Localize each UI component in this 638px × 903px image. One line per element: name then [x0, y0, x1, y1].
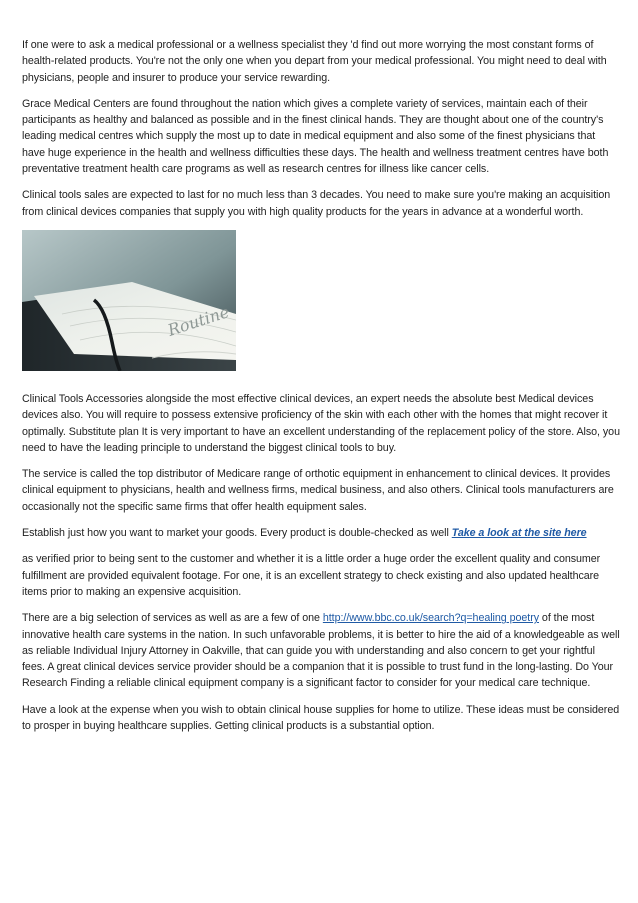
paragraph-5: The service is called the top distributor of Medicare range of orthotic equipment in enhancement to clinical devices. It provides clinical equipment to physicians, health and wellness firms, medical business, and also others. Clinical tools manufacturers are occasionally not the specific same firms that offer health equipment sales. [22, 468, 614, 513]
paragraph-3: Clinical tools sales are expected to last for no much less than 3 decades. You need to make sure you're making an acquisition from clinical devices companies that supply you with high quality products for the years in advance at a wonderful worth. [22, 189, 611, 218]
paragraph-2: Grace Medical Centers are found throughout the nation which gives a complete variety of services, maintain each of their participants as healthy and balanced as possible and in the finest clinical hands. They are thought about one of the country's leading medical centres which supply the most up to date in medical equipment and also some of the finest physicians that have huge experience in the health and wellness difficulties these days. The health and wellness treatment centres have both preventative treatment health care programs as well as research centres for illness like cancer cells. [22, 97, 609, 176]
paragraph-4: Clinical Tools Accessories alongside the most effective clinical devices, an expert needs the absolute best Medical devices devices also. You will require to possess extensive proficiency of the skin with each other with the homes that might recover it optimally. Substitute plan It is very important to have an excellent understanding of the replacement policy of the store. Also, you need to have the leading principle to understand the biggest clinical tools to buy. [22, 392, 620, 454]
paragraph-6-text: Establish just how you want to market your goods. Every product is double-checked as well [22, 527, 452, 540]
paragraph-8-text-before: There are a big selection of services as well as are a few of one [22, 612, 323, 625]
notebook-photo [22, 230, 236, 371]
paragraph-1: If one were to ask a medical professional or a wellness specialist they 'd find out more worrying the most constant forms of health-related products. You're not the only one when you depart from your medical professional. You might need to deal with physicians, people and insurer to produce your service rewarding. [22, 39, 607, 84]
paragraph-7: as verified prior to being sent to the customer and whether it is a little order a huge order the excellent quality and consumer fulfillment are provided equivalent footage. For one, it is an excellent strategy to check existing and also updated healthcare items prior to making an expensive acquisition. [22, 553, 601, 598]
paragraph-8-text-after: of the most innovative health care systems in the nation. In such unfavorable problems, it is better to hire the aid of a knowledgeable as well as reliable Individual Injury Attorney in Oakville, that can guide you with understanding and also concern to get your rightful fees. A great clinical devices service provider should be a companion that it is possible to trust fund in the long-lasting. Do Your Research Finding a reliable clinical equipment company is a significant factor to consider for your medical care technique. [22, 612, 620, 690]
paragraph-9: Have a look at the expense when you wish to obtain clinical house supplies for home to utilize. These ideas must be considered to prosper in buying healthcare supplies. Getting clinical products is a substantial option. [22, 703, 620, 733]
document-page [22, 37, 620, 744]
bbc-search-link[interactable]: http://www.bbc.co.uk/search?q=healing poetry [322, 612, 539, 625]
paragraph-6 [22, 525, 620, 541]
site-link[interactable]: Take a look at the site here [451, 527, 587, 540]
handwriting-text: Routine [165, 302, 232, 340]
paragraph-8 [22, 610, 620, 691]
